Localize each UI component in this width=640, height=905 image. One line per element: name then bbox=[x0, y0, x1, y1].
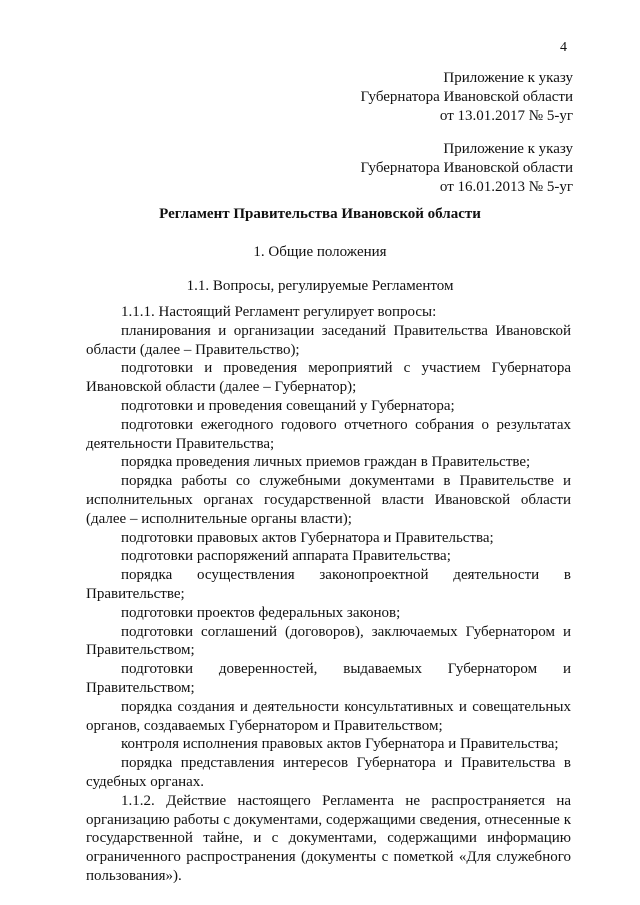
paragraph: подготовки правовых актов Губернатора и Правительства; bbox=[121, 529, 494, 546]
appendix-original-block bbox=[360, 140, 573, 197]
paragraph: 1.1.2. Действие настоящего Регламента не распространяется на организацию работы с документами, содержащими сведения, отнесенные к государственной тайне, и с документами, содержащими информацию ограниченного распространения (документы с пометкой «Для служебного пользования»). bbox=[86, 792, 571, 884]
subsection-heading: 1.1. Вопросы, регулируемые Регламентом bbox=[186, 278, 454, 294]
appendix-original-line-2: Губернатора Ивановской области bbox=[360, 160, 573, 176]
paragraph: порядка создания и деятельности консультативных и совещательных органов, создаваемых Губернатором и Правительством; bbox=[86, 698, 571, 734]
body-text bbox=[86, 303, 571, 886]
document-title: Регламент Правительства Ивановской области bbox=[159, 206, 481, 222]
paragraph: подготовки ежегодного годового отчетного собрания о результатах деятельности Правительства; bbox=[86, 416, 571, 452]
paragraph: порядка работы со служебными документами в Правительстве и исполнительных органах государственной власти Ивановской области (далее – исполнительные органы власти); bbox=[86, 473, 571, 527]
paragraph: подготовки распоряжений аппарата Правительства; bbox=[121, 548, 451, 565]
paragraph: подготовки и проведения мероприятий с участием Губернатора Ивановской области (далее – Губернатор); bbox=[86, 360, 571, 396]
paragraph: контроля исполнения правовых актов Губернатора и Правительства; bbox=[121, 736, 559, 753]
section-heading: 1. Общие положения bbox=[253, 244, 387, 260]
paragraph: подготовки и проведения совещаний у Губернатора; bbox=[121, 397, 455, 414]
paragraph: планирования и организации заседаний Правительства Ивановской области (далее – Правительство); bbox=[86, 322, 571, 358]
paragraph: подготовки проектов федеральных законов; bbox=[121, 604, 401, 621]
page-number: 4 bbox=[560, 40, 567, 55]
appendix-current-line-2: Губернатора Ивановской области bbox=[360, 89, 573, 105]
appendix-current-line-3: от 13.01.2017 № 5-уг bbox=[439, 108, 573, 124]
appendix-original-line-1: Приложение к указу bbox=[443, 141, 573, 157]
paragraph: порядка проведения личных приемов граждан в Правительстве; bbox=[121, 454, 531, 471]
paragraph: подготовки соглашений (договоров), заключаемых Губернатором и Правительством; bbox=[86, 623, 571, 659]
paragraph: подготовки доверенностей, выдаваемых Губернатором и Правительством; bbox=[86, 661, 571, 696]
paragraph: порядка представления интересов Губернатора и Правительства в судебных органах. bbox=[86, 755, 571, 790]
appendix-original-line-3: от 16.01.2013 № 5-уг bbox=[439, 179, 573, 195]
appendix-current-block bbox=[360, 69, 573, 126]
paragraph: порядка осуществления законопроектной деятельности в Правительстве; bbox=[86, 567, 571, 602]
appendix-current-line-1: Приложение к указу bbox=[443, 70, 573, 86]
paragraph: 1.1.1. Настоящий Регламент регулирует вопросы: bbox=[121, 304, 437, 320]
